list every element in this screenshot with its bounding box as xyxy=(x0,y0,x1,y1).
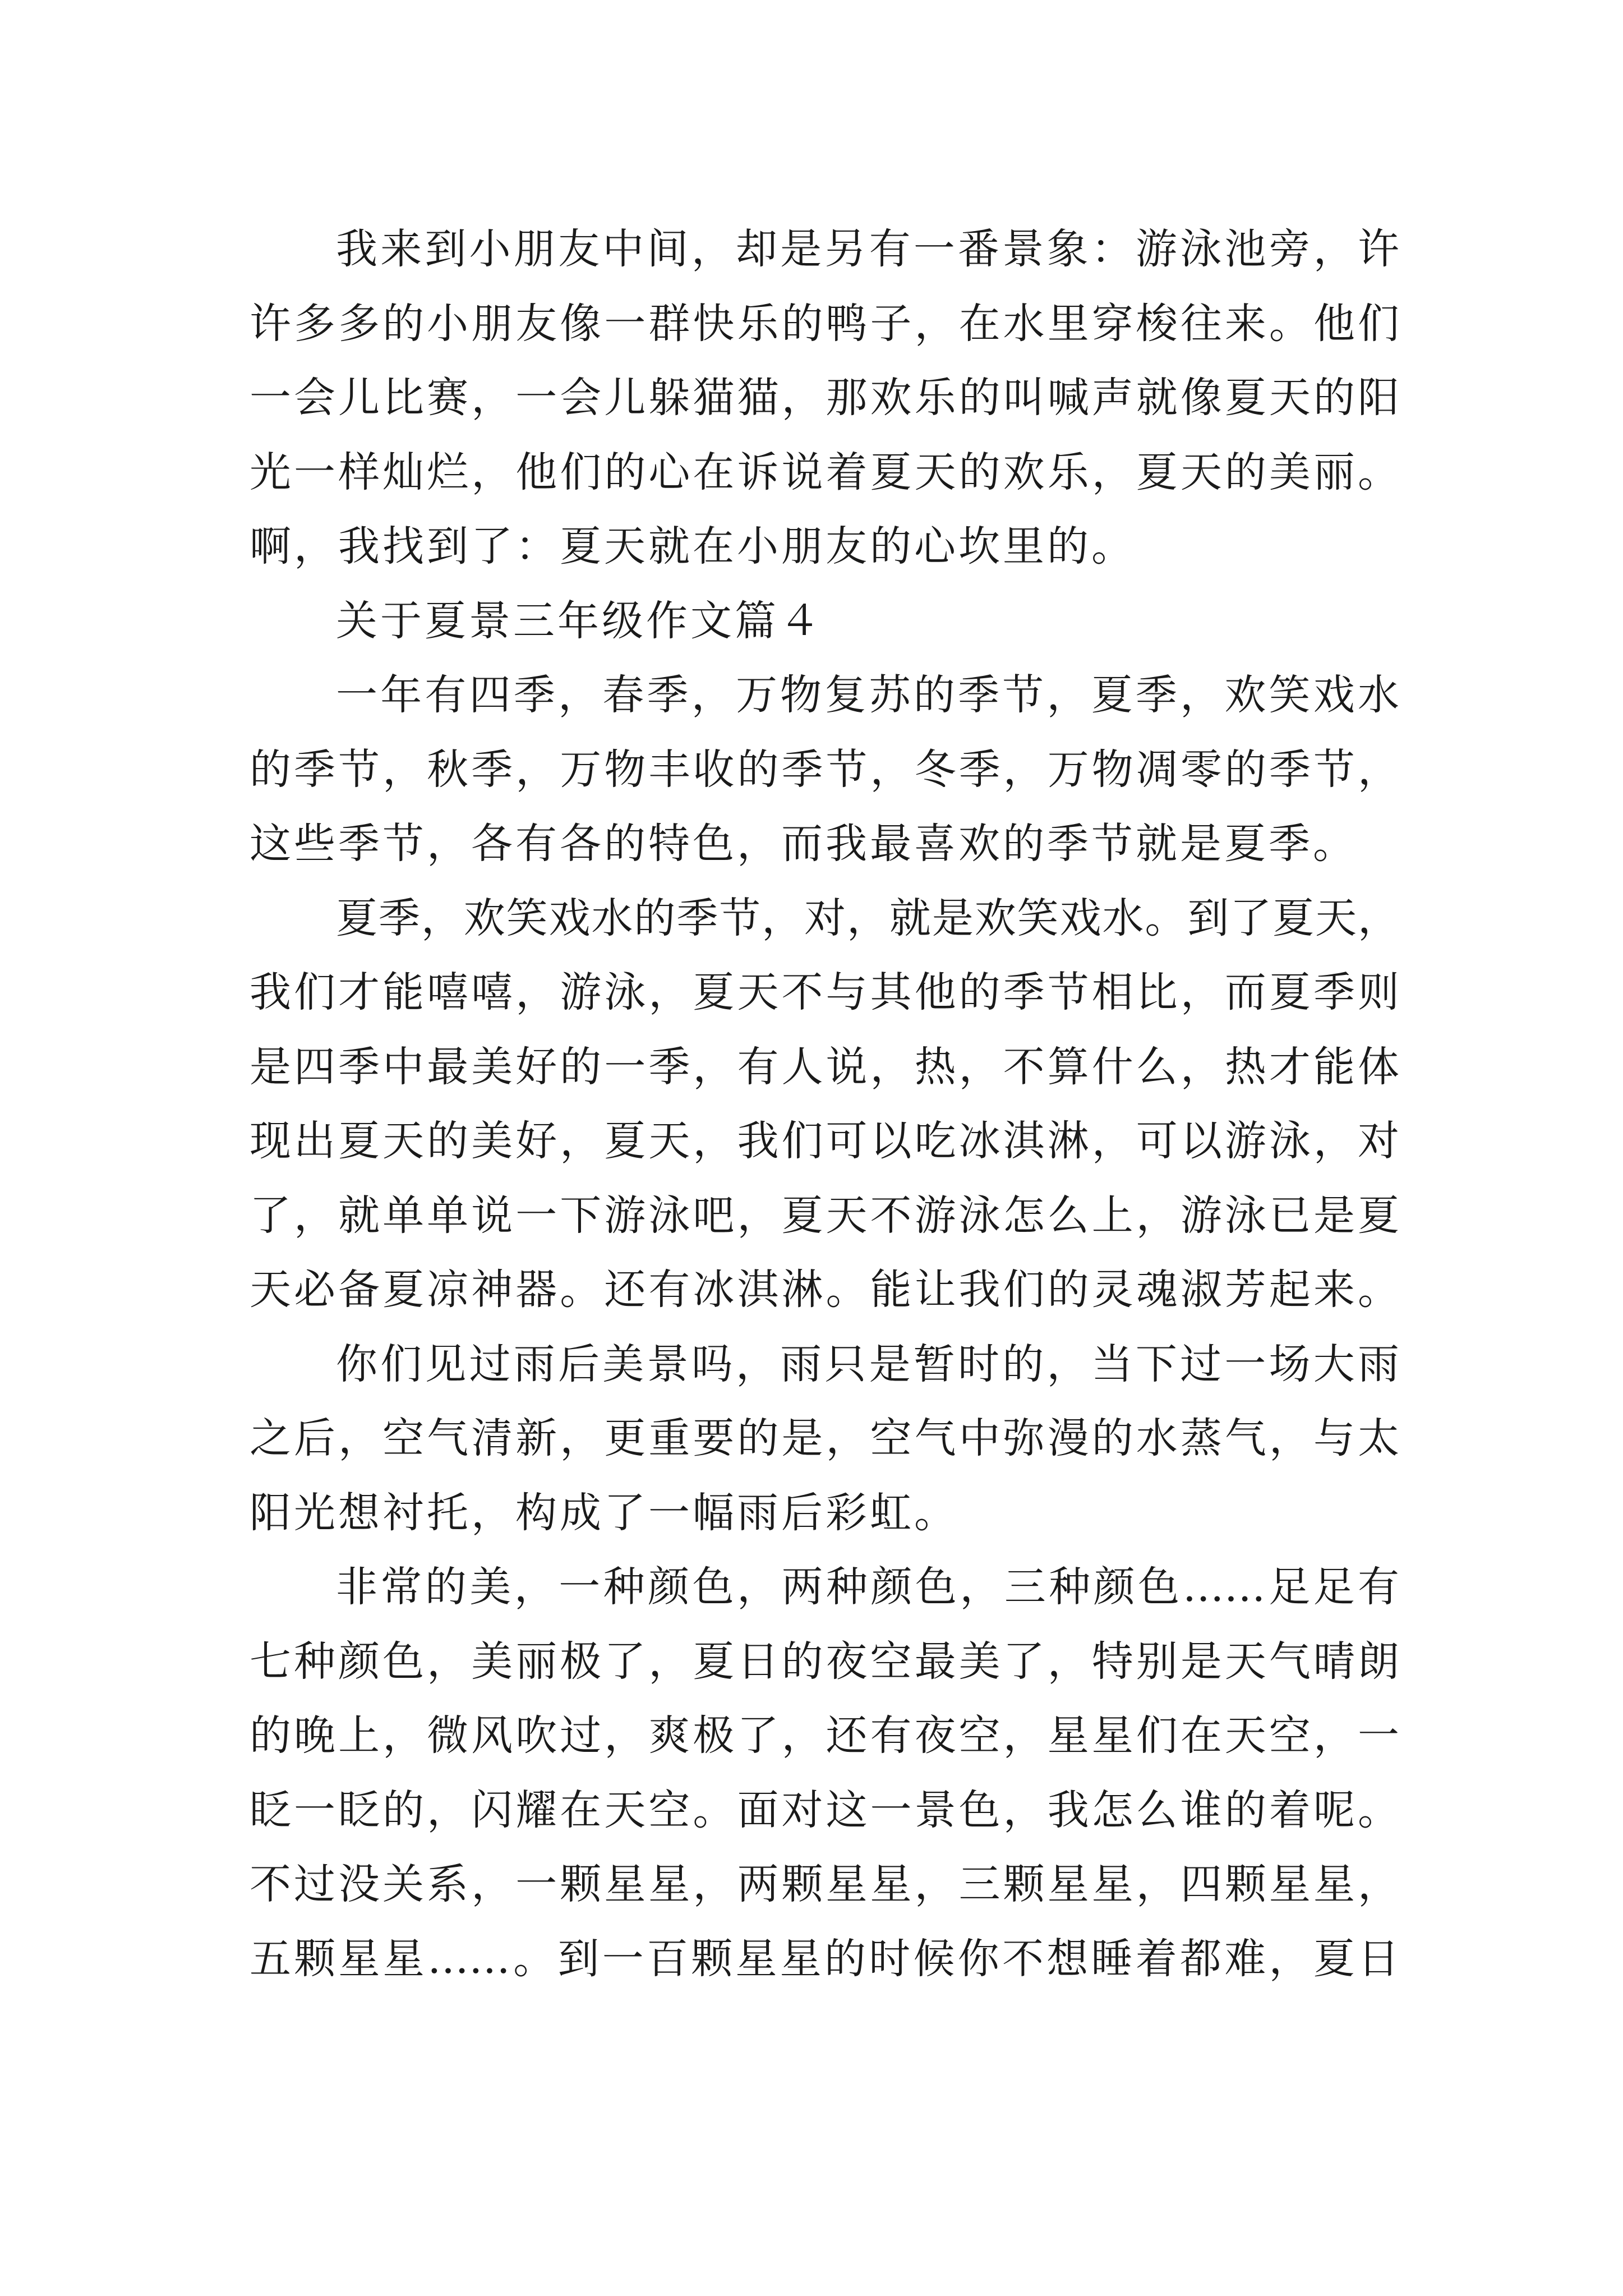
text-line: 了，就单单说一下游泳吧，夏天不游泳怎么上，游泳已是夏 xyxy=(250,1191,1399,1240)
text-line: 五颗星星……。到一百颗星星的时候你不想睡着都难，夏日 xyxy=(250,1934,1399,1983)
text-line: 这些季节，各有各的特色，而我最喜欢的季节就是夏季。 xyxy=(250,820,1357,868)
text-line: 是四季中最美好的一季，有人说，热，不算什么，热才能体 xyxy=(250,1042,1399,1091)
text-line: 之后，空气清新，更重要的是，空气中弥漫的水蒸气，与太 xyxy=(250,1414,1399,1462)
text-line: 许多多的小朋友像一群快乐的鸭子，在水里穿梭往来。他们 xyxy=(250,299,1399,348)
text-line: 夏季，欢笑戏水的季节，对，就是欢笑戏水。到了夏天， xyxy=(336,894,1399,942)
text-line: 非常的美，一种颜色，两种颜色，三种颜色……足足有 xyxy=(336,1563,1399,1611)
text-line: 的晚上，微风吹过，爽极了，还有夜空，星星们在天空，一 xyxy=(250,1711,1399,1760)
text-line: 我们才能嘻嘻，游泳，夏天不与其他的季节相比，而夏季则 xyxy=(250,968,1399,1016)
text-line: 天必备夏凉神器。还有冰淇淋。能让我们的灵魂淑芳起来。 xyxy=(250,1266,1399,1314)
text-line: 眨一眨的，闪耀在天空。面对这一景色，我怎么谁的着呢。 xyxy=(250,1786,1399,1834)
text-line: 的季节，秋季，万物丰收的季节，冬季，万物凋零的季节， xyxy=(250,745,1399,794)
text-line: 我来到小朋友中间，却是另有一番景象：游泳池旁，许 xyxy=(336,225,1399,273)
section-heading: 关于夏景三年级作文篇４ xyxy=(336,596,823,645)
text-line: 啊，我找到了：夏天就在小朋友的心坎里的。 xyxy=(250,522,1136,570)
text-line: 你们见过雨后美景吗，雨只是暂时的，当下过一场大雨 xyxy=(336,1340,1399,1388)
text-line: 阳光想衬托，构成了一幅雨后彩虹。 xyxy=(250,1488,958,1537)
text-line: 光一样灿烂，他们的心在诉说着夏天的欢乐，夏天的美丽。 xyxy=(250,448,1399,496)
text-line: 七种颜色，美丽极了，夏日的夜空最美了，特别是天气晴朗 xyxy=(250,1637,1399,1686)
text-line: 一年有四季，春季，万物复苏的季节，夏季，欢笑戏水 xyxy=(336,671,1399,719)
text-line: 现出夏天的美好，夏天，我们可以吃冰淇淋，可以游泳，对 xyxy=(250,1117,1399,1165)
text-line: 不过没关系，一颗星星，两颗星星，三颗星星，四颗星星， xyxy=(250,1860,1399,1908)
text-line: 一会儿比赛，一会儿躲猫猫，那欢乐的叫喊声就像夏天的阳 xyxy=(250,374,1399,422)
essay-body xyxy=(250,212,1399,1996)
